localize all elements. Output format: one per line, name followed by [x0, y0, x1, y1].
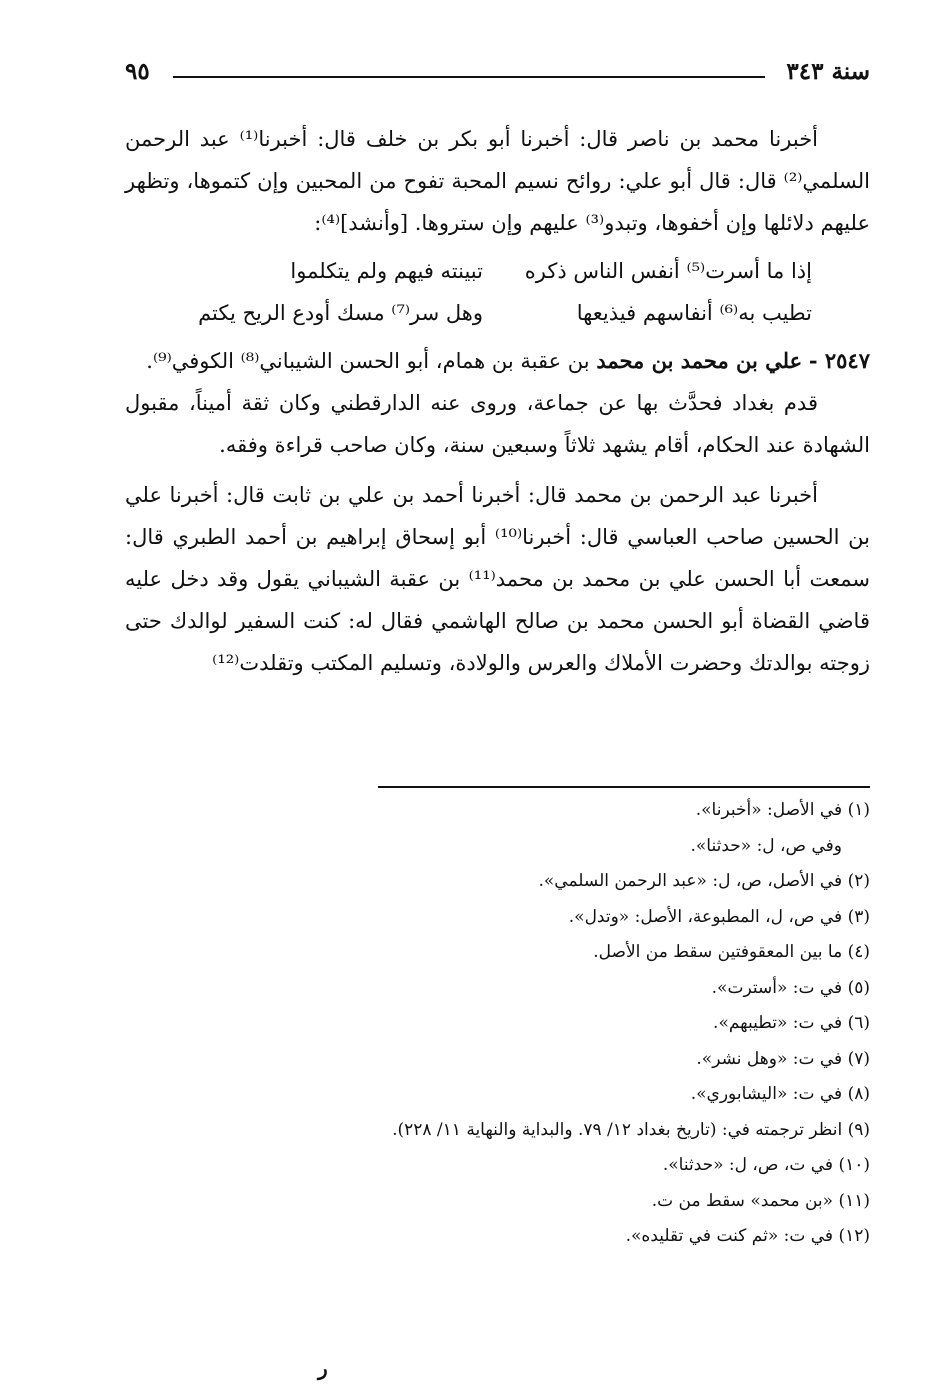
entry-name: علي بن محمد بن محمد — [596, 348, 803, 373]
footnote: (٩) انظر ترجمته في: (تاريخ بغداد ١٢/ ٧٩. والبداية والنهاية ١١/ ٢٢٨). — [392, 1119, 870, 1140]
footnote: (١٠) في ت، ص، ل: «حدثنا». — [662, 1155, 870, 1175]
page-number: ٩٥ — [125, 58, 150, 85]
verse-1-second-hemistich: تبينته فيهم ولم يتكلموا — [290, 259, 483, 283]
main-text — [125, 118, 870, 684]
footnote: (٧) في ت: «وهل نشر». — [696, 1048, 870, 1069]
paragraph-2: قدم بغداد فحدَّث بها عن جماعة، وروى عنه الدارقطني وكان ثقة أميناً، مقبول الشهادة عند الحكام، أقام يشهد ثلاثاً وسبعين سنة، وكان صاحب قراءة وفقه. — [125, 391, 870, 457]
verse-2-second-hemistich: وهل سر⁽⁷⁾ مسك أودع الريح يكتم — [198, 301, 483, 325]
footnote: (١١) «بن محمد» سقط من ت. — [651, 1190, 870, 1211]
footnote: وفي ص، ل: «حدثنا». — [690, 835, 842, 856]
signature-mark: ر — [318, 1356, 328, 1380]
verse-1 — [125, 250, 870, 292]
verse-2-first-hemistich: تطيب به⁽⁶⁾ أنفاسهم فيذيعها — [576, 301, 812, 325]
footnote: (٥) في ت: «أسترت». — [711, 977, 870, 998]
verse-1-first-hemistich: إذا ما أسرت⁽⁵⁾ أنفس الناس ذكره — [524, 259, 812, 283]
footnote: (٦) في ت: «تطيبهم». — [713, 1013, 870, 1033]
footnote: (٤) ما بين المعقوفتين سقط من الأصل. — [593, 942, 870, 962]
footnote-rule — [378, 786, 870, 788]
entry-rest: بن عقبة بن همام، أبو الحسن الشيباني⁽⁸⁾ الكوفي⁽⁹⁾. — [146, 349, 590, 373]
page-header — [125, 58, 870, 94]
footnote: (٨) في ت: «اليشابوري». — [690, 1084, 870, 1104]
paragraph-3: أخبرنا عبد الرحمن بن محمد قال: أخبرنا أحمد بن علي بن ثابت قال: أخبرنا علي بن الحسين صاحب العباسي قال: أخبرنا⁽¹⁰⁾ أبو إسحاق إبراهيم بن أحمد الطبري قال: سمعت أبا الحسن علي بن محمد بن محمد⁽¹¹⁾ بن عقبة الشيباني يقول وقد دخل عليه قاضي القضاة أبو الحسن محمد بن صالح الهاشمي فقال له: كنت السفير لوالدك حتى زوجته بوالدتك وحضرت الأملاك والعرس والولادة، وتسليم المكتب وتقلدت⁽¹²⁾ — [125, 483, 871, 675]
header-rule — [173, 76, 765, 78]
verse-2 — [125, 292, 870, 334]
entry-heading-paragraph — [125, 340, 870, 382]
running-title: سنة ٣٤٣ — [786, 58, 870, 85]
footnote: (١) في الأصل: «أخبرنا». — [695, 800, 870, 820]
footnote: (٣) في ص، ل، المطبوعة، الأصل: «وتدل». — [568, 906, 870, 927]
entry-number: ٢٥٤٧ - — [808, 348, 870, 373]
footnote: (١٢) في ت: «ثم كنت في تقليده». — [625, 1226, 870, 1246]
paragraph-1: أخبرنا محمد بن ناصر قال: أخبرنا أبو بكر بن خلف قال: أخبرنا⁽¹⁾ عبد الرحمن السلمي⁽²⁾ قال: قال أبو علي: روائح نسيم المحبة تفوح من المحبين وإن كتموها، وتظهر عليهم دلائلها وإن أخفوها، وتبدو⁽³⁾ عليهم وإن ستروها. [وأنشد]⁽⁴⁾: — [125, 127, 870, 235]
poem — [125, 250, 870, 334]
footnotes — [125, 793, 870, 1255]
footnote: (٢) في الأصل، ص، ل: «عبد الرحمن السلمي». — [538, 871, 870, 891]
